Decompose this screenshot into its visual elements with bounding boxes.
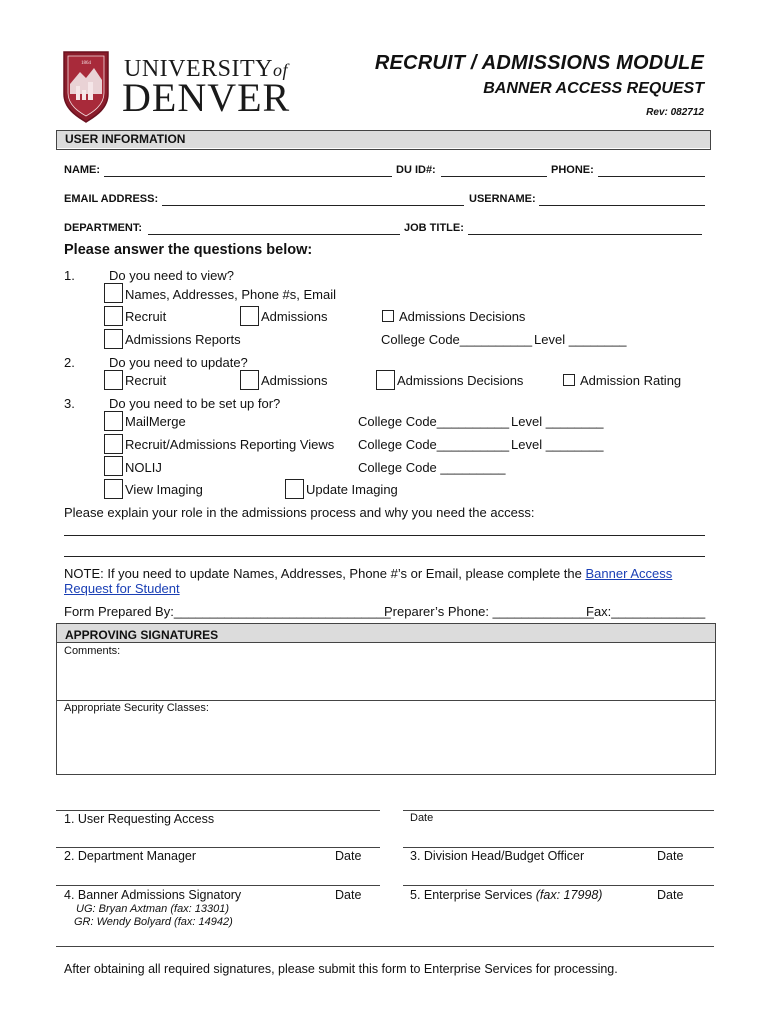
sig-department-manager: 2. Department Manager bbox=[64, 849, 197, 863]
enterprise-fax: (fax: 17998) bbox=[535, 888, 603, 902]
explain-prompt: Please explain your role in the admissions process and why you need the access: bbox=[64, 505, 535, 520]
q3-college-code-3[interactable]: College Code _________ bbox=[358, 460, 506, 475]
sig-line-5[interactable] bbox=[403, 885, 714, 886]
q3-text: Do you need to be set up for? bbox=[109, 396, 281, 411]
q1-number: 1. bbox=[64, 268, 75, 283]
q1-decisions-checkbox[interactable] bbox=[382, 310, 394, 322]
sig-division-date: Date bbox=[657, 849, 684, 863]
sig-banner-ug: UG: Bryan Axtman (fax: 13301) bbox=[76, 903, 230, 915]
q2-admissions-checkbox[interactable] bbox=[240, 370, 259, 390]
bottom-divider bbox=[56, 946, 714, 947]
q3-reporting-checkbox[interactable] bbox=[104, 434, 123, 454]
note-text: NOTE: If you need to update Names, Addresses, Phone #’s or Email, please complete the Banner Access bbox=[64, 566, 673, 581]
q1-admissions-label: Admissions bbox=[261, 309, 328, 324]
department-label: DEPARTMENT: bbox=[64, 222, 143, 234]
approving-signatures-section bbox=[56, 623, 716, 775]
sig-user-requesting: 1. User Requesting Access bbox=[64, 812, 215, 826]
user-info-title: USER INFORMATION bbox=[57, 131, 710, 148]
q3-college-code-2[interactable]: College Code__________ bbox=[358, 437, 510, 452]
q3-reporting-label: Recruit/Admissions Reporting Views bbox=[125, 437, 335, 452]
comments-label: Comments: bbox=[64, 645, 121, 657]
banner-access-link[interactable]: Banner Access bbox=[585, 566, 673, 581]
q3-nolij-label: NOLIJ bbox=[125, 460, 162, 475]
sig-department-date: Date bbox=[335, 849, 362, 863]
university-logo bbox=[62, 50, 292, 124]
jobtitle-label: JOB TITLE: bbox=[404, 222, 464, 234]
approving-signatures-title: APPROVING SIGNATURES bbox=[57, 624, 715, 643]
username-field[interactable] bbox=[539, 205, 705, 206]
q3-mailmerge-label: MailMerge bbox=[125, 414, 186, 429]
name-field[interactable] bbox=[104, 176, 392, 177]
form-subtitle: BANNER ACCESS REQUEST bbox=[483, 80, 704, 97]
q1-admissions-checkbox[interactable] bbox=[240, 306, 259, 326]
q3-view-imaging-label: View Imaging bbox=[125, 482, 203, 497]
explain-line-2[interactable] bbox=[64, 556, 705, 557]
sig-line-4[interactable] bbox=[56, 885, 380, 886]
sig-division-head: 3. Division Head/Budget Officer bbox=[410, 849, 585, 863]
footer-instructions: After obtaining all required signatures, please submit this form to Enterprise Services for processing. bbox=[64, 962, 618, 976]
q1-recruit-checkbox[interactable] bbox=[104, 306, 123, 326]
sig-enterprise-services: 5. Enterprise Services (fax: 17998) bbox=[410, 888, 603, 902]
phone-field[interactable] bbox=[598, 176, 705, 177]
questions-heading: Please answer the questions below: bbox=[64, 242, 313, 258]
phone-label: PHONE: bbox=[551, 164, 594, 176]
comments-area[interactable] bbox=[57, 643, 715, 699]
logo-of: of bbox=[273, 60, 289, 80]
q2-recruit-label: Recruit bbox=[125, 373, 167, 388]
sig-line-3[interactable] bbox=[403, 847, 714, 848]
duid-label: DU ID#: bbox=[396, 164, 436, 176]
department-field[interactable] bbox=[148, 234, 400, 235]
q3-mailmerge-checkbox[interactable] bbox=[104, 411, 123, 431]
q3-number: 3. bbox=[64, 396, 75, 411]
q3-level-2[interactable]: Level ________ bbox=[511, 437, 604, 452]
name-label: NAME: bbox=[64, 164, 101, 176]
email-label: EMAIL ADDRESS: bbox=[64, 193, 159, 205]
q3-college-code-1[interactable]: College Code__________ bbox=[358, 414, 510, 429]
q1-text: Do you need to view? bbox=[109, 268, 235, 283]
q3-nolij-checkbox[interactable] bbox=[104, 456, 123, 476]
explain-line-1[interactable] bbox=[64, 535, 705, 536]
user-info-section bbox=[56, 130, 711, 150]
email-field[interactable] bbox=[162, 205, 464, 206]
q3-update-imaging-checkbox[interactable] bbox=[285, 479, 304, 499]
sig-banner-signatory: 4. Banner Admissions Signatory bbox=[64, 888, 242, 902]
sig-line-1[interactable] bbox=[56, 810, 380, 811]
security-classes-area[interactable] bbox=[57, 701, 715, 773]
sig-banner-gr: GR: Wendy Bolyard (fax: 14942) bbox=[74, 916, 233, 928]
q1-reports-label: Admissions Reports bbox=[125, 332, 241, 347]
q2-rating-option[interactable] bbox=[563, 373, 681, 388]
duid-field[interactable] bbox=[441, 176, 547, 177]
username-label: USERNAME: bbox=[469, 193, 536, 205]
q2-admissions-label: Admissions bbox=[261, 373, 328, 388]
q1-decisions-label: Admissions Decisions bbox=[399, 309, 526, 324]
q2-decisions-label: Admissions Decisions bbox=[397, 373, 524, 388]
logo-denver: DENVER bbox=[122, 75, 291, 120]
q2-rating-label: Admission Rating bbox=[580, 373, 682, 388]
q3-view-imaging-checkbox[interactable] bbox=[104, 479, 123, 499]
request-for-student-link[interactable]: Request for Student bbox=[64, 581, 180, 596]
q2-rating-checkbox[interactable] bbox=[563, 374, 575, 386]
preparer-fax[interactable]: Fax:_____________ bbox=[586, 604, 706, 619]
jobtitle-field[interactable] bbox=[468, 234, 702, 235]
q3-update-imaging-label: Update Imaging bbox=[306, 482, 398, 497]
q1-names-checkbox[interactable] bbox=[104, 283, 123, 303]
sig-user-date: Date bbox=[410, 812, 434, 824]
sig-line-2[interactable] bbox=[56, 847, 380, 848]
q1-reports-checkbox[interactable] bbox=[104, 329, 123, 349]
q1-college-code[interactable]: College Code__________ bbox=[381, 332, 533, 347]
q1-decisions-option[interactable] bbox=[382, 309, 525, 324]
shield-year: 1864 bbox=[81, 61, 91, 66]
preparer-phone[interactable]: Preparer’s Phone: ______________ bbox=[384, 604, 594, 619]
q2-text: Do you need to update? bbox=[109, 355, 248, 370]
logo-university: UNIVERSITYof bbox=[124, 56, 289, 82]
q1-level[interactable]: Level ________ bbox=[534, 332, 627, 347]
security-classes-label: Appropriate Security Classes: bbox=[64, 702, 209, 714]
form-revision: Rev: 082712 bbox=[646, 107, 704, 118]
sig-line-1-date[interactable] bbox=[403, 810, 714, 811]
sig-enterprise-date: Date bbox=[657, 888, 684, 902]
university-shield-icon bbox=[62, 50, 110, 124]
q2-recruit-checkbox[interactable] bbox=[104, 370, 123, 390]
form-title: RECRUIT / ADMISSIONS MODULE bbox=[374, 52, 704, 74]
q2-number: 2. bbox=[64, 355, 75, 370]
q3-level-1[interactable]: Level ________ bbox=[511, 414, 604, 429]
sig-banner-date: Date bbox=[335, 888, 362, 902]
q1-recruit-label: Recruit bbox=[125, 309, 167, 324]
form-prepared-by[interactable]: Form Prepared By:______________________________ bbox=[64, 604, 391, 619]
q2-decisions-checkbox[interactable] bbox=[376, 370, 395, 390]
q1-names-label: Names, Addresses, Phone #s, Email bbox=[125, 287, 336, 302]
